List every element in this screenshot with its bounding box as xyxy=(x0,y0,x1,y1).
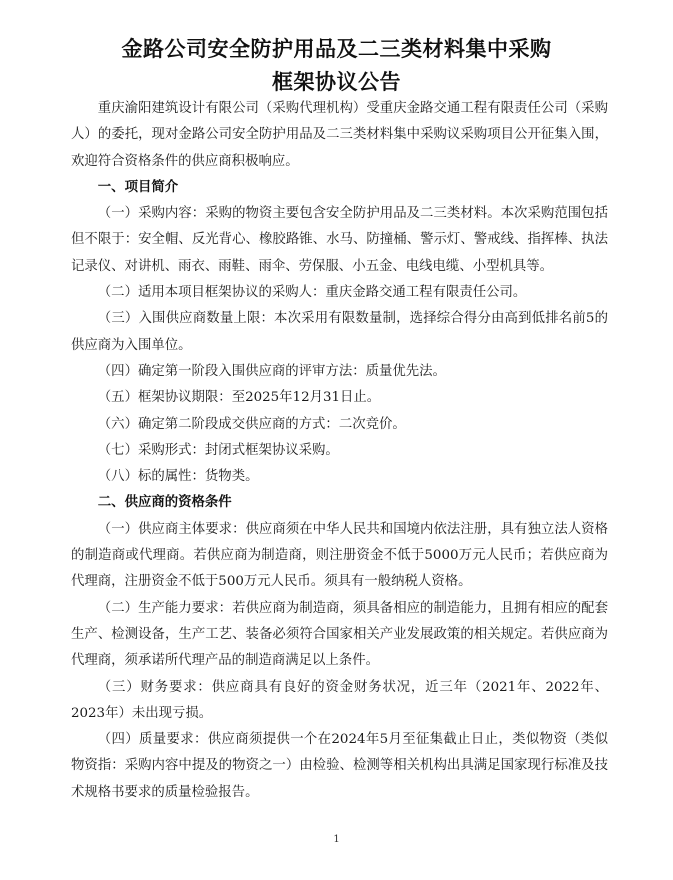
section1-item-4: （四）确定第一阶段入围供应商的评审方法：质量优先法。 xyxy=(97,363,446,379)
section1-item-1: （一）采购内容：采购的物资主要包含安全防护用品及二三类材料。本次采购范围包括但不限于：安全帽、反光背心、橡胶路锥、水马、防撞桶、警示灯、警戒线、指挥棒、执法记录仪、对讲机、雨衣、雨鞋、雨伞、劳保服、小五金、电线电缆、小型机具等。 xyxy=(71,206,608,274)
section2-item-3: （三）财务要求：供应商具有良好的资金财务状况，近三年（2021年、2022年、2023年）未出现亏损。 xyxy=(71,679,608,721)
section1-item-7: （七）采购形式：封闭式框架协议采购。 xyxy=(97,442,339,458)
document-title-line1: 金路公司安全防护用品及二三类材料集中采购 xyxy=(121,37,552,61)
section2-item-1: （一）供应商主体要求：供应商须在中华人民共和国境内依法注册，具有独立法人资格的制造商或代理商。若供应商为制造商，则注册资金不低于5000万元人民币；若供应商为代理商，注册资金不低于500万元人民币。须具有一般纳税人资格。 xyxy=(71,521,608,590)
document-body xyxy=(71,96,608,806)
section1-item-2: （二）适用本项目框架协议的采购人：重庆金路交通工程有限责任公司。 xyxy=(97,285,527,301)
section2-item-2: （二）生产能力要求：若供应商为制造商，须具备相应的制造能力，且拥有相应的配套生产、检测设备，生产工艺、装备必须符合国家相关产业发展政策的相关规定。若供应商为代理商，须承诺所代理产品的制造商满足以上条件。 xyxy=(71,600,608,669)
section1-item-6: （六）确定第二阶段成交供应商的方式：二次竞价。 xyxy=(97,416,406,432)
section1-item-8: （八）标的属性：货物类。 xyxy=(97,469,259,485)
section-heading-supplier-qualifications: 二、供应商的资格条件 xyxy=(97,495,232,511)
intro-paragraph: 重庆渝阳建筑设计有限公司（采购代理机构）受重庆金路交通工程有限责任公司（采购人）的委托，现对金路公司安全防护用品及二三类材料集中采购议采购项目公开征集入围，欢迎符合资格条件的供应商积极响应。 xyxy=(71,101,608,169)
document-title-line2: 框架协议公告 xyxy=(272,70,401,94)
section2-item-4: （四）质量要求：供应商须提供一个在2024年5月至征集截止日止，类似物资（类似物资指：采购内容中提及的物资之一）由检验、检测等相关机构出具满足国家现行标准及技术规格书要求的质量检验报告。 xyxy=(71,732,608,800)
page-number: 1 xyxy=(333,834,340,845)
section1-item-3: （三）入围供应商数量上限：本次采用有限数量制，选择综合得分由高到低排名前5的供应商为入围单位。 xyxy=(71,311,608,353)
section-heading-project-overview: 一、项目简介 xyxy=(97,179,179,195)
section1-item-5: （五）框架协议期限：至2025年12月31日止。 xyxy=(97,390,381,406)
